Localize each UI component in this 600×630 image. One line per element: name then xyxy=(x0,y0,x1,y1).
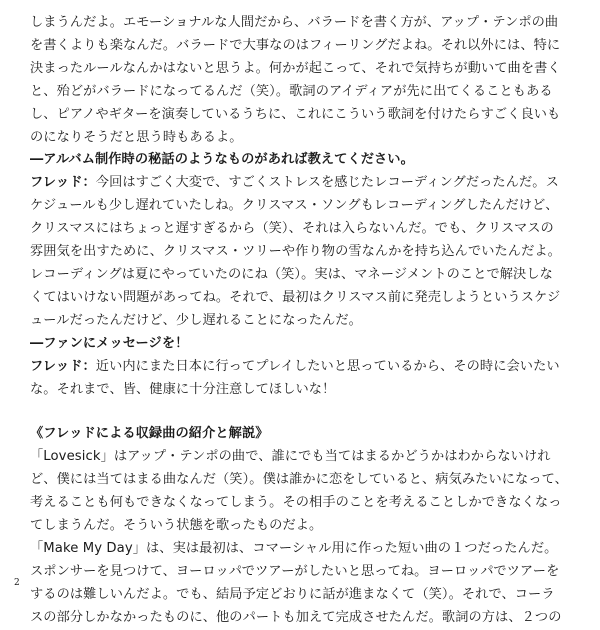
text-line: 雰囲気を出すために、クリスマス・ツリーや作り物の雪なんかを持ち込んでいたんだよ。 xyxy=(30,244,561,260)
text-line: 今回はすごく大変で、すごくストレスを感じたレコーディングだったんだ。ス xyxy=(95,175,559,191)
answer-fan-message xyxy=(30,356,578,402)
text-line: のになりそうだと思う時もあるよ。 xyxy=(30,129,243,145)
text-line: てしまうんだ。そういう状態を歌ったものだよ。 xyxy=(30,518,323,534)
text-line: くてはいけない問題があってね。それで、最初はクリスマス前に発売しようというスケジ xyxy=(30,289,561,305)
section-heading: 《フレッドによる収録曲の紹介と解説》 xyxy=(30,426,269,442)
spacer xyxy=(30,401,578,423)
text-line: ど、僕には当てはまる曲なんだ（笑）。僕は誰かに恋をしていると、病気みたいになって、 xyxy=(30,472,568,488)
text-line: レコーディングは夏にやっていたのにね（笑）。実は、マネージメントのことで解決しな xyxy=(30,266,553,282)
song-make-my-day xyxy=(30,538,578,630)
page-number: 2 xyxy=(14,578,20,588)
text-line: 考えることも何もできなくなってしまう。その相手のことを考えることしかできなくなっ xyxy=(30,495,562,511)
text-line: 近い内にまた日本に行ってプレイしたいと思っているから、その時に会いたい xyxy=(95,358,560,374)
text-line: スポンサーを見つけて、ヨーロッパでツアーがしたいと思ってね。ヨーロッパでツアーを xyxy=(30,563,560,579)
question-fan-message: ―ファンにメッセージを！ xyxy=(30,335,189,351)
speaker-label: フレッド： xyxy=(30,358,96,374)
text-line: 「Make My Day」は、実は最初は、コマーシャル用に作った短い曲の１つだったんだ。 xyxy=(30,540,558,556)
text-line: ュールだったんだけど、少し遅れることになったんだ。 xyxy=(30,312,362,328)
text-line: するのは難しいんだよ。でも、結局予定どおりに話が進まなくて（笑）。それで、コーラ xyxy=(30,586,555,602)
text-line: な。それまで、皆、健康に十分注意してほしいな！ xyxy=(30,381,336,397)
text-line: を書くよりも楽なんだ。バラードで大事なのはフィーリングだよね。それ以外には、特に xyxy=(30,37,561,53)
text-line: クリスマスにはちょっと遅すぎるから（笑）、それは入らないんだ。でも、クリスマスの xyxy=(30,221,554,237)
text-line: スの部分しかなかったものに、他のパートも加えて完成させたんだ。歌詞の方は、２つの xyxy=(30,609,562,625)
song-lovesick xyxy=(30,446,578,538)
text-line: 決まったルールなんかはないと思うよ。何かが起こって、それで気持ちが動いて曲を書く xyxy=(30,60,561,76)
text-line: し、ピアノやギターを演奏しているうちに、これにこういう歌詞を付けたらすごく良いも xyxy=(30,106,561,122)
text-line: 「Lovesick」はアップ・テンポの曲で、誰にでも当てはまるかどうかはわからないけれ xyxy=(30,449,551,465)
answer-album-secrets xyxy=(30,172,578,332)
speaker-label: フレッド： xyxy=(30,175,96,191)
paragraph-ballad xyxy=(30,12,578,149)
interview-text xyxy=(30,12,578,630)
question-album-secrets: ―アルバム制作時の秘話のようなものがあれば教えてください。 xyxy=(30,152,414,168)
text-line: ケジュールも少し遅れていたしね。クリスマス・ソングもレコーディングしたんだけど、 xyxy=(30,198,559,214)
text-line: しまうんだよ。エモーショナルな人間だから、バラードを書く方が、アップ・テンポの曲 xyxy=(30,15,559,30)
text-line: と、殆どがバラードになってるんだ（笑）。歌詞のアイディアが先に出てくることもある xyxy=(30,83,553,99)
